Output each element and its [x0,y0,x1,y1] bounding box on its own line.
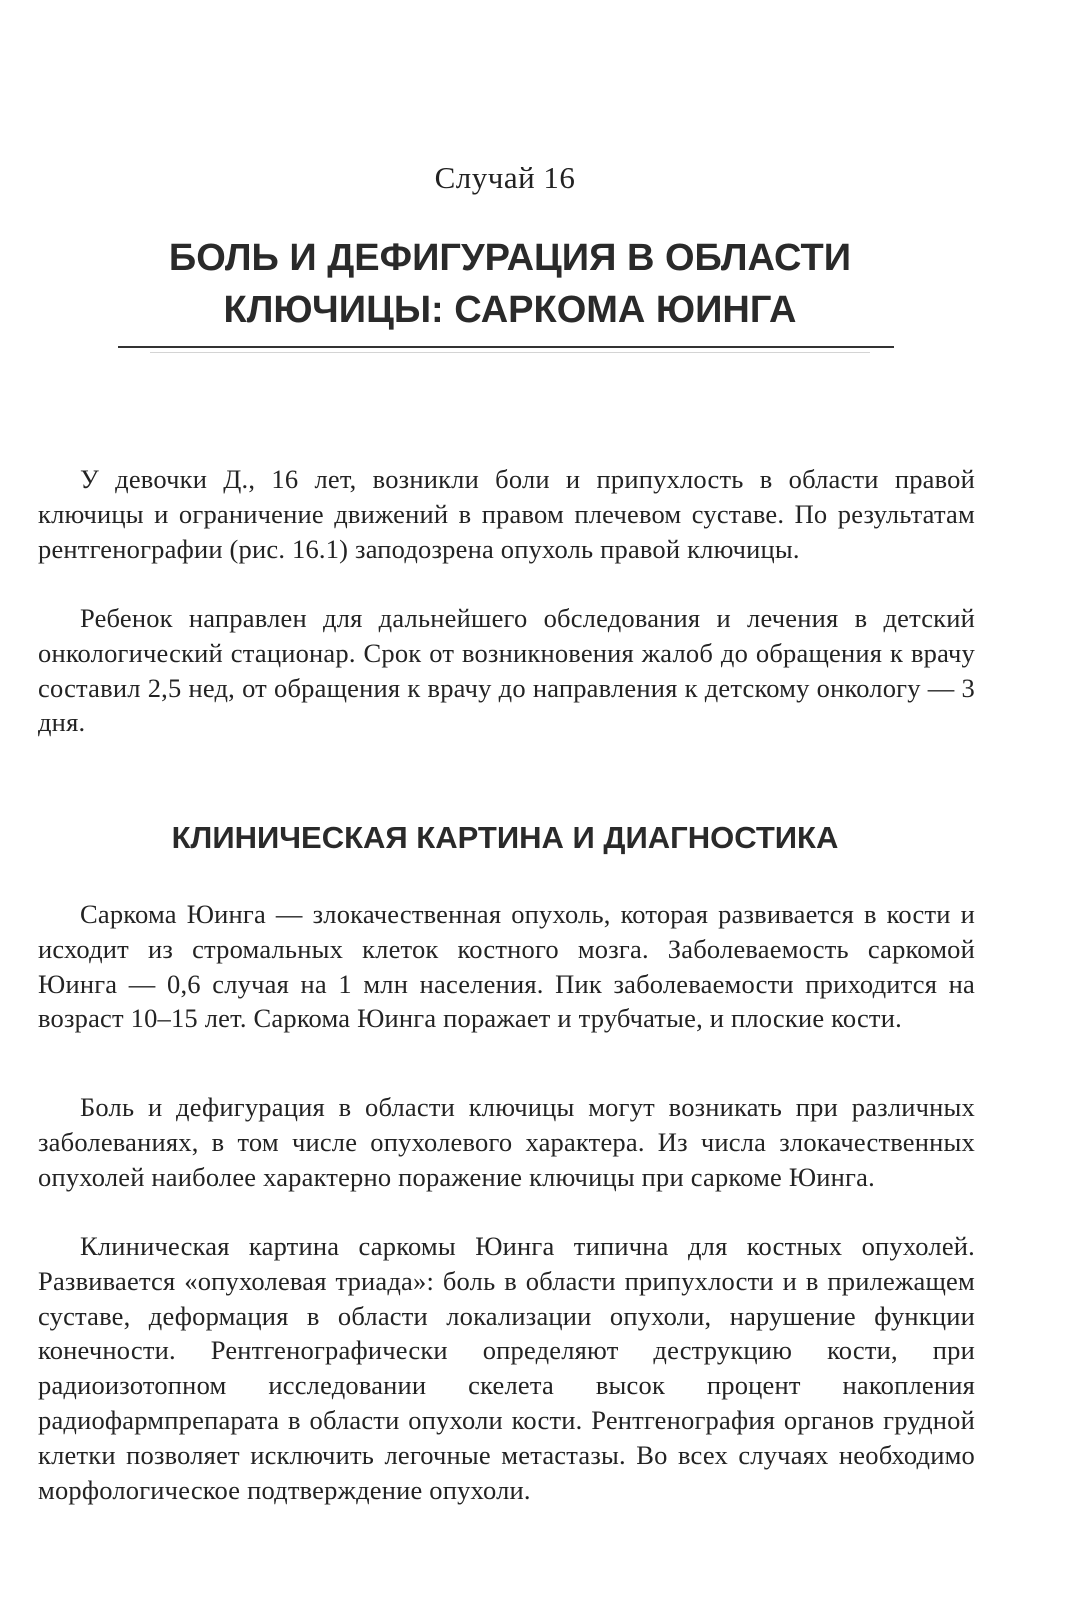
chapter-title [60,232,960,336]
section-paragraph-3: Клиническая картина саркомы Юинга типична для костных опухолей. Развивается «опухолевая триада»: боль в области припухлости и в прилежащем суставе, деформация в области локализации опухоли, нарушение функции конечности. Рентгенографически определяют деструкцию кости, при радиоизотопном исследовании скелета высок процент накопления радиофармпрепарата в области опухоли кости. Рентгенография органов грудной клетки позволяет исключить легочные метастазы. Во всех случаях необходимо морфологическое подтверждение опухоли. [38,1231,975,1505]
intro-paragraph-2: Ребенок направлен для дальнейшего обследования и лечения в детский онкологический стационар. Срок от возникновения жалоб до обращения к врачу составил 2,5 нед, от обращения к врачу до направления к детскому онкологу — 3 дня. [38,603,975,738]
intro-paragraph-1: У девочки Д., 16 лет, возникли боли и припухлость в области правой ключицы и ограничение движений в правом плечевом суставе. По результатам рентгенографии (рис. 16.1) заподозрена опухоль правой ключицы. [38,464,975,564]
case-number: Случай 16 [434,160,576,195]
title-underline-rule [118,346,894,348]
chapter-title-line-2: КЛЮЧИЦЫ: САРКОМА ЮИНГА [223,289,797,331]
section-paragraph-1: Саркома Юинга — злокачественная опухоль, которая развивается в кости и исходит из стромальных клеток костного мозга. Заболеваемость саркомой Юинга — 0,6 случая на 1 млн населения. Пик заболеваемости приходится на возраст 10–15 лет. Саркома Юинга поражает и трубчатые, и плоские кости. [38,899,975,1034]
section-paragraph-2: Боль и дефигурация в области ключицы могут возникать при различных заболеваниях, в том числе опухолевого характера. Из числа злокачественных опухолей наиболее характерно поражение ключицы при саркоме Юинга. [38,1092,975,1192]
section-heading: КЛИНИЧЕСКАЯ КАРТИНА И ДИАГНОСТИКА [171,820,839,855]
chapter-title-line-1: БОЛЬ И ДЕФИГУРАЦИЯ В ОБЛАСТИ [168,237,852,279]
title-underline-shadow [150,352,870,353]
